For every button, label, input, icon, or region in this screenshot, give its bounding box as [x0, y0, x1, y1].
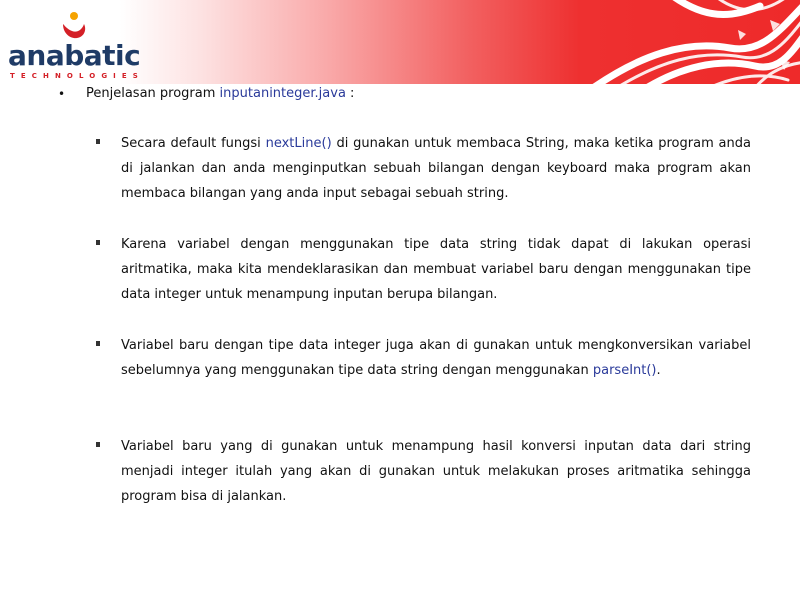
item-code: parseInt()	[592, 363, 657, 378]
header-banner	[0, 0, 800, 84]
square-bullet-icon	[96, 240, 100, 245]
item-text: Secara default fungsi	[121, 136, 266, 151]
item-text: Variabel baru dengan tipe data integer juga akan di gunakan untuk mengkonversikan variabel sebelumnya yang menggunakan tipe data string dengan menggunakan	[121, 338, 751, 378]
item-code: nextLine()	[265, 136, 332, 151]
item-text-end: di gunakan untuk membaca String, maka ketika program anda di jalankan dan anda menginputkan sebuah bilangan dengan keyboard maka program akan membaca bilangan yang anda input sebagai sebuah string.	[121, 136, 751, 201]
heading-bullet: •	[58, 87, 66, 101]
anabatic-logo	[6, 8, 144, 80]
heading-filename: inputaninteger.java	[219, 86, 346, 101]
list-item-text	[121, 232, 751, 307]
item-text: Variabel baru yang di gunakan untuk menampung hasil konversi inputan data dari string menjadi integer itulah yang akan di gunakan untuk melakukan proses aritmatika sehingga program bisa di jalankan.	[121, 439, 751, 504]
heading-prefix: Penjelasan program	[86, 86, 220, 101]
square-bullet-icon	[96, 442, 100, 447]
ribbon-decoration	[470, 0, 800, 84]
item-text-end: .	[656, 363, 661, 378]
square-bullet-icon	[96, 341, 100, 346]
square-bullet-icon	[96, 139, 100, 144]
heading-text	[86, 85, 354, 103]
list-item-text	[121, 131, 751, 206]
heading-suffix: :	[345, 86, 355, 101]
logo-swirl-icon	[60, 10, 88, 40]
list-item-text	[121, 434, 751, 509]
brand-name: anabatic	[8, 39, 141, 72]
list-item-text	[121, 333, 751, 383]
brand-tagline: TECHNOLOGIES	[10, 72, 144, 80]
item-text: Karena variabel dengan menggunakan tipe data string tidak dapat di lakukan operasi aritmatika, maka kita mendeklarasikan dan membuat variabel baru dengan menggunakan tipe data integer untuk menampung inputan berupa bilangan.	[121, 237, 751, 302]
